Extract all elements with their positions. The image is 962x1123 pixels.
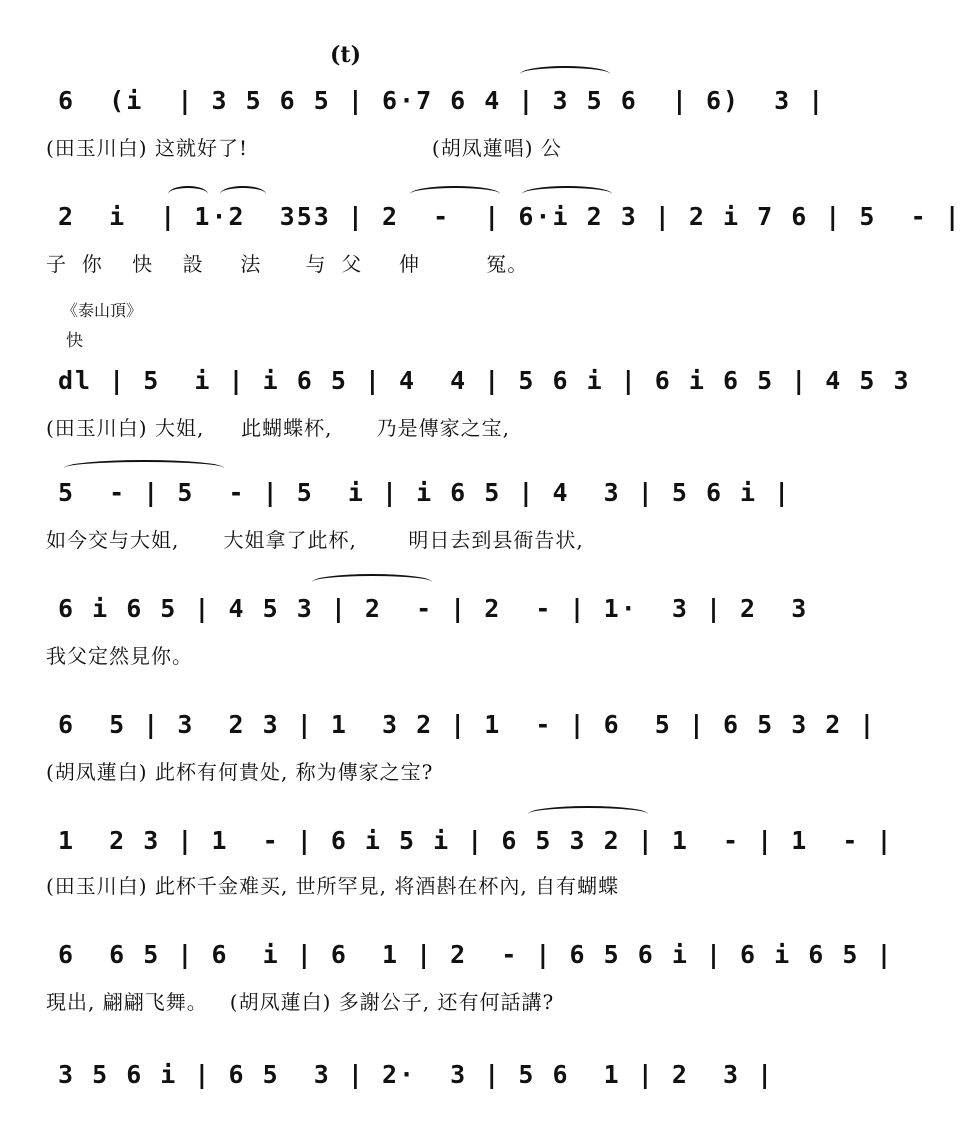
notes-text: 6 (i | 3 5 6 5 | 6·7 6 4 | 3 5 6 | 6) 3 |: [58, 86, 826, 115]
system-7-lyric: (田玉川白) 此杯千金难买, 世所罕見, 将酒斟在杯內, 自有蝴蝶: [46, 874, 620, 898]
system-4-lyric: 如今交与大姐, 大姐拿了此杯, 明日去到县衙告状,: [46, 528, 584, 552]
slur: [168, 186, 208, 202]
system-3-notes: [58, 360, 911, 404]
notes-text: 3 5 6 i | 6 5 3 | 2· 3 | 5 6 1 | 2 3 |: [58, 1060, 775, 1089]
slur: [410, 186, 500, 202]
page-mark: (t): [330, 42, 361, 68]
notes-text: 6 5 | 3 2 3 | 1 3 2 | 1 - | 6 5 | 6 5 3 2 |: [58, 710, 877, 739]
system-9-notes: [58, 1054, 775, 1098]
notes-text: 1 2 3 | 1 - | 6 i 5 i | 6 5 3 2 | 1 - | 1 - |: [58, 826, 894, 855]
system-2-lyric: 子 你 快 設 法 与 父 伸 冤。: [46, 252, 529, 276]
notes-text: dl | 5 i | i 6 5 | 4 4 | 5 6 i | 6 i 6 5 | 4 5 3: [58, 366, 911, 395]
notes-text: 6 6 5 | 6 i | 6 1 | 2 - | 6 5 6 i | 6 i 6 5 |: [58, 940, 894, 969]
notes-text: 5 - | 5 - | 5 i | i 6 5 | 4 3 | 5 6 i |: [58, 478, 792, 507]
system-8-lyric: 現出, 翩翩飞舞。 (胡凤蓮白) 多謝公子, 还有何話講?: [46, 990, 555, 1014]
system-7-notes: [58, 820, 894, 864]
slur: [220, 186, 266, 202]
system-3-lyric: (田玉川白) 大姐, 此蝴蝶杯, 乃是傳家之宝,: [46, 416, 510, 440]
slur: [312, 574, 432, 590]
system-5-lyric: 我父定然見你。: [46, 644, 193, 668]
system-8-notes: [58, 934, 894, 978]
system-4-notes: [58, 472, 792, 516]
slur: [520, 66, 610, 82]
tune-name: 《泰山頂》: [62, 301, 143, 320]
tempo-marking: 快: [66, 331, 83, 351]
system-6-notes: [58, 704, 877, 748]
slur: [528, 806, 648, 822]
notes-text: 6 i 6 5 | 4 5 3 | 2 - | 2 - | 1· 3 | 2 3: [58, 594, 809, 623]
system-5-notes: [58, 588, 809, 632]
slur: [64, 460, 224, 476]
system-1-lyric: (田玉川白) 这就好了! (胡凤蓮唱) 公: [46, 136, 562, 160]
system-1-notes: [58, 80, 826, 124]
slur: [522, 186, 612, 202]
system-6-lyric: (胡凤蓮白) 此杯有何貴处, 称为傳家之宝?: [46, 760, 434, 784]
system-2-notes: [58, 196, 962, 240]
notes-text: 2 i | 1·2 353 | 2 - | 6·i 2 3 | 2 i 7 6 | 5 - |: [58, 202, 962, 231]
